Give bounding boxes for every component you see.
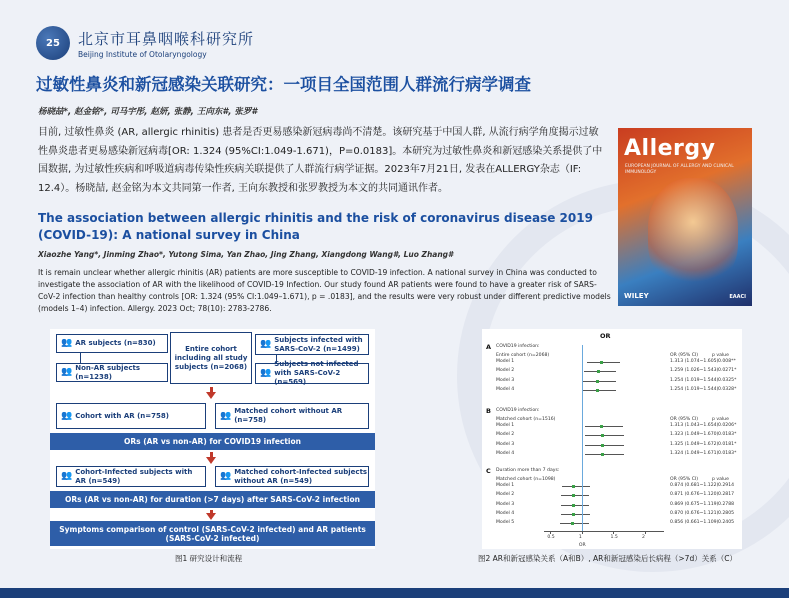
- cover-publisher: WILEY: [624, 292, 649, 300]
- panel-letter: C: [486, 467, 491, 475]
- model-label: Model 2: [496, 432, 515, 438]
- cover-artwork: [648, 178, 738, 288]
- or-point: [600, 361, 603, 364]
- p-value: 0.0183*: [718, 450, 737, 456]
- model-label: Model 4: [496, 510, 515, 516]
- model-label: Model 3: [496, 441, 515, 447]
- or-point: [572, 485, 575, 488]
- chinese-title: 过敏性鼻炎和新冠感染关联研究：一项目全国范围人群流行病学调查: [36, 75, 531, 94]
- people-icon: 👥: [220, 471, 231, 481]
- model-label: Model 5: [496, 520, 515, 526]
- or-point: [571, 522, 574, 525]
- people-icon: 👥: [260, 339, 271, 349]
- or-point: [572, 513, 575, 516]
- ci-value: 0.869 (0.675~1.119): [670, 501, 719, 507]
- ci-value: 1.259 (1.026~1.543): [670, 368, 719, 374]
- ci-line: [587, 362, 621, 363]
- ci-line: [585, 445, 624, 446]
- p-column-header: p value: [712, 353, 729, 358]
- model-label: Model 2: [496, 368, 515, 374]
- p-value: 0.2805: [718, 510, 735, 516]
- x-tick-label: 2: [642, 535, 645, 541]
- ar-subjects-box: 👥 AR subjects (n=830): [56, 334, 168, 353]
- chinese-summary: 目前, 过敏性鼻炎 (AR, allergic rhinitis) 患者是否更易感染新冠病毒尚不清楚。该研究基于中国人群, 从流行病学角度揭示过敏性鼻炎患者更易感染新冠病毒[OR: 1.324 (95%CI:1.049-1.671)，P=0.0183]。本研究为过敏性鼻炎和新冠感染关系提供了中国数据, 为过敏性疾病和呼吸道病毒传染性疾病关联提供了人群流行病学证据。2023年7月21日, 发表在ALLERGY杂志（IF: 12.4）。杨晓喆, 赵金铭为本文共同第一作者, 王向东教授和张罗教授为本文的共同通讯作者。: [38, 127, 603, 194]
- panel-letter: B: [486, 407, 491, 415]
- model-label: Model 2: [496, 492, 515, 498]
- or-point: [601, 434, 604, 437]
- nonar-subjects-box: 👥 Non-AR subjects (n=1238): [56, 363, 168, 382]
- x-tick: [550, 531, 551, 534]
- footer-bar: [0, 588, 789, 598]
- cover-title: Allergy: [624, 136, 716, 161]
- p-value: 0.0325*: [718, 377, 737, 383]
- or-point: [596, 389, 599, 392]
- or-point: [600, 425, 603, 428]
- p-value: 0.008**: [718, 359, 736, 364]
- ci-value: 1.254 (1.019~1.544): [670, 377, 719, 383]
- panel-title: COVID19 infection:: [496, 408, 540, 413]
- english-abstract: It is remain unclear whether allergic rhinitis (AR) patients are more susceptible to COVID-19 infection. A national survey in China was conducted to investigate the association of AR with the likelihood of COVID-19 Infection. Our study found AR patients were found to have a greater risk of SARS-CoV-2 infection than healthy controls [OR: 1.324 (95% CI:1.049–1.671), p = .0183], and the results were very robust under different predictive models (models 1–4) infection. Allergy. 2023 Oct; 78(10): 2783-2786.: [38, 268, 611, 313]
- figure-1-caption: 图1 研究设计和流程: [175, 554, 243, 563]
- ci-value: 0.856 (0.661~1.109): [670, 520, 719, 526]
- not-infected-subjects-box: 👥 Subjects not infected with SARS-CoV-2 (n=569): [255, 363, 369, 384]
- model-label: Model 1: [496, 483, 515, 488]
- ci-column-header: OR (95% CI): [670, 353, 699, 358]
- people-icon: 👥: [260, 368, 271, 378]
- p-column-header: p value: [712, 417, 729, 422]
- x-tick: [613, 531, 614, 534]
- forest-plot: [482, 329, 742, 549]
- ci-line: [585, 426, 624, 427]
- ci-column-header: OR (95% CI): [670, 417, 699, 422]
- panel-title: Duration more than 7 days:: [496, 468, 560, 473]
- model-label: Model 3: [496, 501, 515, 507]
- p-value: 0.0183*: [718, 432, 737, 438]
- ci-value: 0.871 (0.676~1.120): [670, 492, 719, 498]
- symptoms-band: Symptoms comparison of control (SARS-CoV-2 infected) and AR patients (SARS-CoV-2 infected): [50, 521, 375, 546]
- model-label: Model 3: [496, 377, 515, 383]
- model-label: Model 4: [496, 386, 515, 392]
- flow-arrow-1: [206, 392, 216, 399]
- people-icon: 👥: [61, 410, 72, 421]
- p-value: 0.0206*: [718, 423, 737, 428]
- ci-line: [561, 495, 589, 496]
- ci-value: 1.313 (1.074~1.605): [670, 359, 719, 364]
- or-point: [596, 380, 599, 383]
- x-tick-label: 1: [578, 535, 582, 541]
- p-value: 0.2817: [718, 492, 735, 498]
- panel-cohort: Matched cohort (n=1516): [496, 417, 556, 422]
- or-covid-band: ORs (AR vs non-AR) for COVID19 infection: [50, 433, 375, 450]
- chinese-authors: 杨晓喆*, 赵金铭*, 司马宇彤, 赵妍, 张静, 王向东#, 张罗#: [38, 107, 258, 117]
- p-value: 0.2788: [718, 501, 735, 507]
- or-point: [597, 370, 600, 373]
- panel-cohort: Entire cohort (n=2068): [496, 353, 550, 358]
- ci-column-header: OR (95% CI): [670, 477, 699, 482]
- institute-logo: [36, 26, 254, 60]
- ci-line: [583, 390, 616, 391]
- ci-line: [585, 454, 624, 455]
- ci-value: 1.313 (1.043~1.654): [670, 423, 719, 428]
- ci-line: [561, 505, 589, 506]
- matched-infected-box: 👥 Matched cohort-Infected subjects without AR (n=549): [215, 466, 369, 487]
- model-label: Model 4: [496, 450, 515, 456]
- or-duration-band: ORs (AR vs non-AR) for duration (>7 days) after SARS-CoV-2 infection: [50, 491, 375, 508]
- panel-letter: A: [486, 343, 492, 351]
- ci-value: 1.324 (1.049~1.671): [670, 450, 719, 456]
- journal-cover: [618, 128, 752, 306]
- english-title: The association between allergic rhinitis and the risk of coronavirus disease 2019 (COVID-19): A national survey in China: [38, 211, 593, 242]
- study-flowchart: [50, 329, 375, 549]
- ci-value: 1.254 (1.019~1.544): [670, 386, 719, 392]
- logo-name-cn: 北京市耳鼻咽喉科研究所: [78, 29, 255, 48]
- flow-arrow-3: [206, 513, 216, 520]
- p-value: 0.2914: [718, 483, 735, 488]
- matched-cohort-box: 👥 Matched cohort without AR (n=758): [215, 403, 369, 429]
- panel-cohort: Matched cohort (n=1098): [496, 477, 556, 482]
- ci-line: [583, 381, 616, 382]
- p-value: 0.0181*: [718, 441, 737, 447]
- or-point: [601, 453, 604, 456]
- p-value: 0.2405: [718, 520, 735, 526]
- people-icon: 👥: [61, 338, 72, 348]
- x-tick-label: 0.5: [547, 535, 555, 541]
- ci-value: 0.870 (0.676~1.121): [670, 510, 719, 516]
- forest-plot-title: OR: [600, 332, 611, 340]
- people-icon: 👥: [61, 471, 72, 481]
- or-point: [572, 494, 575, 497]
- ci-value: 1.323 (1.049~1.670): [670, 432, 719, 438]
- cover-subtitle: EUROPEAN JOURNAL OF ALLERGY AND CLINICAL IMMUNOLOGY: [625, 164, 734, 175]
- reference-line: [582, 345, 583, 531]
- cohort-infected-box: 👥 Cohort-Infected subjects with AR (n=549): [56, 466, 206, 487]
- p-value: 0.0271*: [718, 368, 737, 374]
- english-authors: Xiaozhe Yang*, Jinming Zhao*, Yutong Sima, Yan Zhao, Jing Zhang, Xiangdong Wang#, Luo Zhang#: [38, 250, 454, 259]
- ci-line: [562, 486, 590, 487]
- ci-value: 0.874 (0.681~1.122): [670, 483, 719, 488]
- ci-line: [585, 435, 624, 436]
- p-value: 0.0328*: [718, 386, 737, 392]
- people-icon: 👥: [220, 410, 231, 421]
- ci-line: [584, 371, 617, 372]
- ci-line: [560, 523, 588, 524]
- or-point: [572, 504, 575, 507]
- cover-society: EAACI: [729, 294, 746, 300]
- ci-line: [561, 514, 589, 515]
- flow-arrow-2: [206, 457, 216, 464]
- x-axis-label: OR: [578, 543, 586, 549]
- logo-emblem: 25: [36, 26, 70, 60]
- x-tick: [645, 531, 646, 534]
- model-label: Model 1: [496, 359, 515, 364]
- entire-cohort-box: Entire cohort including all study subjects (n=2068): [170, 332, 252, 384]
- people-icon: 👥: [61, 367, 72, 377]
- x-tick-label: 1.5: [610, 535, 618, 541]
- model-label: Model 1: [496, 423, 515, 428]
- p-column-header: p value: [712, 477, 729, 482]
- logo-name-en: Beijing Institute of Otolaryngology: [78, 49, 207, 59]
- or-point: [601, 444, 604, 447]
- x-tick: [582, 531, 583, 534]
- cohort-ar-box: 👥 Cohort with AR (n=758): [56, 403, 206, 429]
- ci-value: 1.325 (1.049~1.672): [670, 441, 719, 447]
- infected-subjects-box: 👥 Subjects infected with SARS-CoV-2 (n=1499): [255, 334, 369, 355]
- panel-title: COVID19 infection:: [496, 344, 540, 349]
- figure-2-caption: 图2 AR和新冠感染关系（A和B）, AR和新冠感染后长病程（>7d）关系（C）: [478, 554, 737, 563]
